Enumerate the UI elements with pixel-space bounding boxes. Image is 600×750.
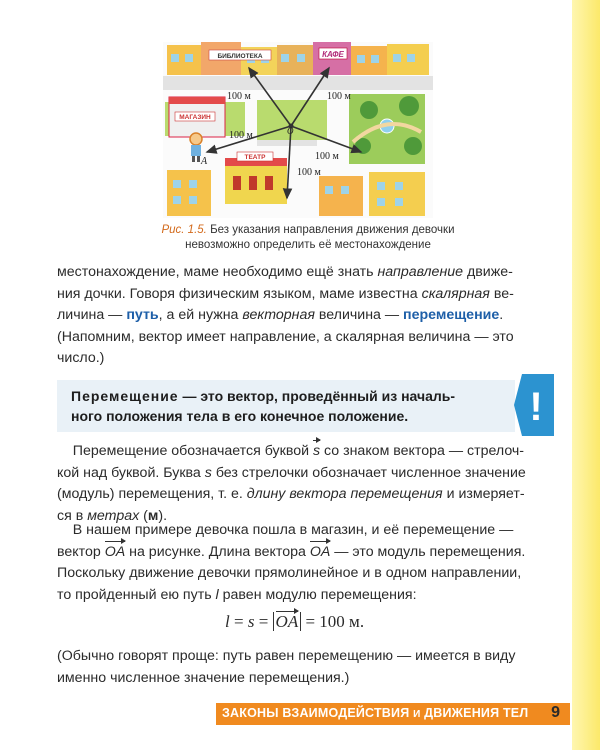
italic-term: направление: [377, 264, 464, 280]
text: кой над буквой. Буква: [57, 464, 205, 481]
point-o-label: O: [287, 126, 294, 136]
cafe-label: КАФЕ: [322, 50, 344, 59]
library-label: БИБЛИОТЕКА: [217, 53, 263, 60]
chapter-title-and: И: [413, 709, 421, 720]
text: на рисунке. Длина вектора: [125, 543, 310, 560]
chapter-footer: [216, 703, 570, 725]
yellow-side-strip: [572, 0, 600, 750]
text: то пройденный ею путь: [57, 586, 216, 603]
text: (Напомним, вектор имеет направление, а скалярная величина — это: [57, 328, 514, 345]
map-illustration: [163, 42, 433, 218]
text: В нашем примере девочка пошла в магазин, и её перемещение —: [72, 522, 514, 538]
text: Перемещение обозначается буквой: [72, 443, 313, 459]
caption-line-2: невозможно определить её местонахождение: [185, 239, 431, 251]
formula-s: s: [247, 612, 255, 631]
distance-theatre: 100 м: [297, 167, 321, 178]
text: .: [499, 307, 504, 324]
text: ся в: [57, 507, 88, 524]
paragraph-3: [57, 520, 527, 606]
text: и измеряет-: [442, 486, 525, 503]
figure-caption: [148, 223, 468, 253]
text: ния дочки. Говоря физическим языком, маме известна: [57, 285, 422, 302]
formula-l: l: [225, 612, 230, 631]
vector-oa: OA: [105, 542, 126, 564]
text: вектор: [57, 543, 105, 560]
text: число.): [57, 350, 105, 367]
text: местонахождение, маме необходимо ещё знать: [57, 264, 378, 280]
paragraph-2: [57, 441, 527, 527]
formula-abs: [273, 612, 302, 631]
text: ве-: [489, 285, 514, 302]
theatre-label: ТЕАТР: [244, 154, 266, 161]
definition-line-1: — это вектор, проведённый из началь-: [178, 388, 456, 404]
definition-line-2: ного положения тела в его конечное положение.: [71, 408, 409, 424]
exclamation-badge-icon: [514, 374, 554, 436]
definition-term: Перемещение: [71, 388, 179, 404]
page-number: 9: [551, 704, 560, 721]
text: личина —: [57, 307, 127, 324]
text: , а ей нужна: [158, 307, 243, 324]
italic-term: скалярная: [421, 285, 490, 302]
text: (: [139, 507, 148, 524]
text: ).: [158, 507, 168, 524]
distance-library: 100 м: [227, 91, 251, 102]
paragraph-1: [57, 262, 527, 370]
vector-oa: OA: [310, 542, 331, 564]
text: именно численное значение перемещения.): [57, 669, 350, 686]
unit-meter: м: [147, 507, 159, 524]
formula: [225, 612, 385, 636]
point-a-label: A: [201, 156, 208, 167]
distance-cafe: 100 м: [327, 91, 351, 102]
italic-s: s: [204, 464, 212, 481]
text: — это модуль перемещения.: [330, 543, 526, 560]
caption-line-1: Без указания направления движения девочки: [210, 224, 455, 236]
top-buildings: [167, 42, 429, 75]
text: без стрелочки обозначает численное значение: [211, 464, 526, 481]
italic-term: векторная: [242, 307, 315, 324]
formula-vector-oa: OA: [275, 612, 299, 631]
formula-eq: =: [254, 612, 273, 631]
park: [349, 94, 425, 164]
formula-value: = 100 м.: [301, 612, 365, 631]
distance-shop: 100 м: [229, 130, 253, 141]
vector-s: s: [313, 441, 320, 463]
definition-box: [57, 380, 515, 432]
formula-eq: =: [229, 612, 248, 631]
chapter-title-part2: ДВИЖЕНИЯ ТЕЛ: [420, 706, 529, 720]
text: движе-: [463, 264, 513, 280]
shop-building: [169, 97, 225, 137]
keyword-displacement: перемещение: [403, 307, 500, 324]
text: Поскольку движение девочки прямолинейное и в одном направлении,: [57, 565, 522, 582]
paragraph-4: [57, 646, 527, 689]
text: со знаком вектора — стрелоч-: [320, 443, 525, 459]
definition-text: [71, 386, 491, 426]
text: (Обычно говорят проще: путь равен перемещению — имеется в виду: [57, 648, 516, 664]
text: равен модулю перемещения:: [218, 586, 417, 603]
theatre-building: [225, 152, 287, 204]
chapter-title: [222, 706, 528, 720]
italic-l: l: [215, 586, 219, 603]
keyword-path: путь: [126, 307, 159, 324]
italic-term: метрах: [87, 507, 140, 524]
italic-term: длину вектора перемещения: [246, 486, 443, 503]
figure-number: Рис. 1.5.: [161, 224, 207, 236]
chapter-title-part1: ЗАКОНЫ ВЗАИМОДЕЙСТВИЯ: [222, 706, 414, 720]
distance-park: 100 м: [315, 151, 339, 162]
shop-label: МАГАЗИН: [179, 114, 211, 121]
text: величина —: [314, 307, 403, 324]
text: (модуль) перемещения, т. е.: [57, 486, 247, 503]
exclamation-mark: !: [529, 385, 543, 429]
